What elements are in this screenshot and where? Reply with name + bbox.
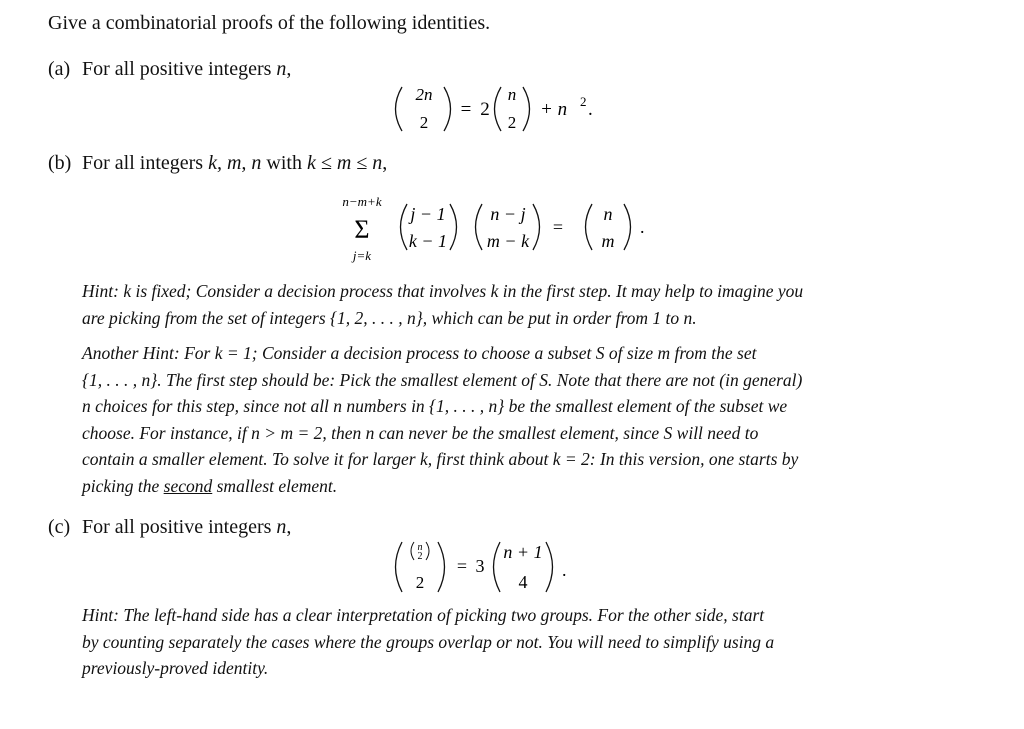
coef-a: 2 (480, 99, 490, 120)
svg-text:.: . (562, 560, 567, 580)
part-a-label: (a) (48, 58, 71, 80)
sum-symbol: Σ (354, 215, 370, 244)
binom-a-lhs-bottom: 2 (419, 113, 429, 132)
exponent-a: 2 (580, 94, 587, 109)
binom-b3-bottom: m (601, 231, 615, 251)
inner-binom-bottom: 2 (417, 551, 423, 562)
problem-title: Give a combinatorial proofs of the following identities. (48, 12, 491, 34)
hint-c: Hint: The left-hand side has a clear interpretation of picking two groups. For the other side, start by counting separately the cases where the groups overlap or not. You will need to simplify using a previously-proved identity. (82, 605, 775, 678)
binom-c-rhs-bottom: 4 (518, 572, 528, 592)
equation-a (380, 82, 640, 140)
plus-n-a: + n (540, 99, 568, 120)
binom-a-rhs-top: n (507, 85, 517, 104)
binom-b1-bottom: k − 1 (408, 231, 448, 251)
binom-b1-top: j − 1 (410, 204, 446, 224)
eq-sign-b: = (552, 217, 564, 237)
part-c-statement: (c) For all positive integers n, (48, 516, 292, 538)
svg-text:.: . (640, 217, 645, 237)
inner-binom-top: n (417, 542, 423, 553)
coef-c: 3 (475, 556, 485, 576)
part-b-statement: (b) For all integers k, m, n with k ≤ m ≤ n, (48, 152, 388, 174)
underlined-second: second (163, 475, 213, 496)
sum-upper-limit: n−m+k (342, 194, 382, 209)
binom-a-lhs-top: 2n (415, 85, 433, 104)
binom-b2-bottom: m − k (486, 231, 530, 251)
outer-binom-bottom: 2 (415, 573, 425, 592)
sum-lower-limit: j=k (352, 248, 372, 263)
equation-c (380, 536, 640, 598)
part-a-statement: (a) For all positive integers n, (48, 58, 292, 80)
hint-b-2: Another Hint: For k = 1; Consider a decision process to choose a subset S of size m from the set {1, . . . , n}. The first step should be: Pick the smallest element of S. Note that there are not (in general) n choices for this step, since not all n numbers in {1, . . . , n} be the smallest element of the subset we choose. For instance, if n > m = 2, then n can never be the smallest element, since S will need to contain a smaller element. To solve it for larger k, first think about k = 2: In this version, one starts by picking the second smallest element. (82, 343, 803, 496)
eq-sign-c: = (456, 556, 468, 576)
binom-b2-top: n − j (490, 204, 526, 224)
svg-text:.: . (588, 99, 593, 120)
eq-sign-a: = (460, 99, 472, 120)
equation-b (330, 190, 660, 266)
part-b-label: (b) (48, 152, 72, 174)
part-c-label: (c) (48, 516, 71, 538)
binom-b3-top: n (603, 204, 613, 224)
binom-c-rhs-top: n + 1 (503, 542, 543, 562)
hint-b-1: Hint: k is fixed; Consider a decision process that involves k in the first step. It may help to imagine you are picking from the set of integers {1, 2, . . . , n}, which can be put in order from 1 to n. (82, 281, 804, 328)
binom-a-rhs-bottom: 2 (507, 113, 517, 132)
